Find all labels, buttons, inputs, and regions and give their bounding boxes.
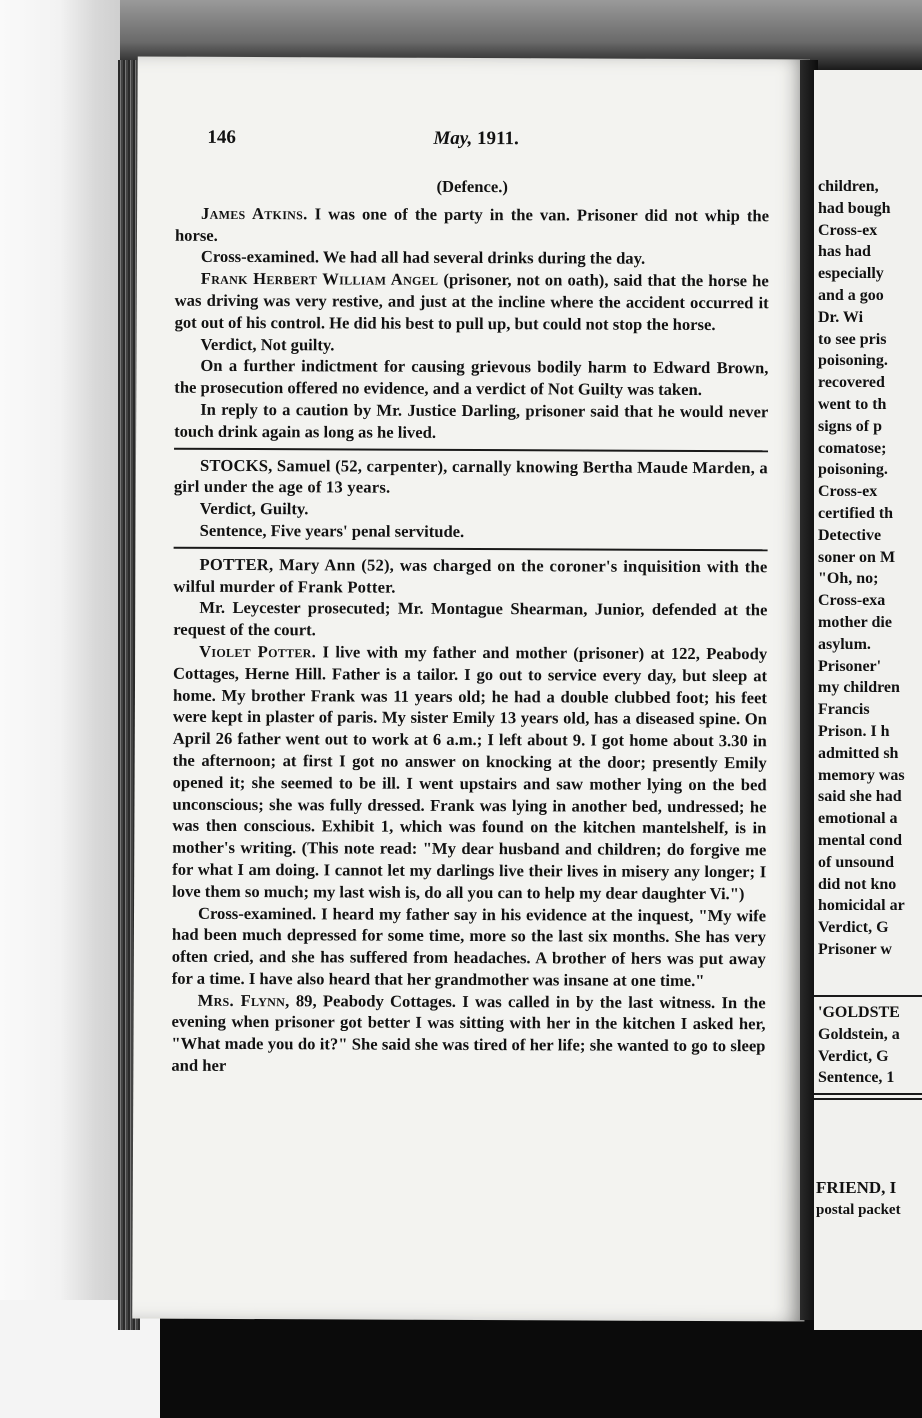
running-title-month: May, xyxy=(433,127,473,150)
right-book-page-fragment xyxy=(814,70,922,1330)
left-book-page xyxy=(132,57,810,1322)
right-page-line: Prison. I h xyxy=(818,722,890,740)
paragraph-caution: In reply to a caution by Mr. Justice Darling, prisoner said that he would never touch drink again as long as he lived. xyxy=(174,399,769,442)
witness-name: James Atkins. xyxy=(201,203,308,224)
right-page-line: children, xyxy=(818,178,879,195)
right-page-line: Prisoner w xyxy=(818,940,892,958)
right-page-line: mental cond xyxy=(818,831,902,849)
paragraph-counsel: Mr. Leycester prosecuted; Mr. Montague Shearman, Junior, defended at the request of the court. xyxy=(173,598,768,640)
right-page-line: Verdict, G xyxy=(818,1047,889,1065)
right-page-line: certified th xyxy=(818,504,894,522)
prisoner-name: Frank Herbert William Angel xyxy=(200,269,439,290)
paragraph-mrs-flynn xyxy=(171,989,765,1079)
running-title xyxy=(433,128,518,150)
right-page-line: especially xyxy=(818,265,884,283)
defence-heading: (Defence.) xyxy=(436,176,508,197)
right-page-line: went to th xyxy=(818,395,887,413)
right-page-line: to see pris xyxy=(818,330,887,348)
right-page-divider xyxy=(814,995,922,997)
scan-background-left xyxy=(0,0,120,1418)
right-page-line: admitted sh xyxy=(818,744,899,762)
right-page-line: Prisoner' xyxy=(818,657,882,675)
paragraph-sentence: Sentence, Five years' penal servitude. xyxy=(199,520,465,541)
right-page-line: "Oh, no; xyxy=(818,570,879,588)
paragraph-potter-case: POTTER, Mary Ann (52), was charged on the coroner's inquisition with the wilful murder of Frank Potter. xyxy=(173,554,768,597)
right-page-line: did not kno xyxy=(818,875,897,893)
paragraph-text: (prisoner, not on oath), said that the horse he was driving was very restive, and just at the incline where the accident occurred it got out of his control. He did his best to pull up, but could not stop the horse. xyxy=(174,270,769,334)
right-page-text-column-lower xyxy=(818,1002,900,1089)
paragraph-cross-examined-1: Cross-examined. We had all had several drinks during the day. xyxy=(200,247,646,269)
paragraph-text: 89, Peabody Cottages. I was called in by the last witness. In the evening when prisoner got better I was sitting with her in the kitchen I asked her, "What made you do it?" She said she was tired of her life; she wanted to go to sleep and her xyxy=(171,990,766,1076)
right-page-friend-heading: FRIEND, I xyxy=(816,1178,897,1197)
right-page-line: 'GOLDSTE xyxy=(818,1004,900,1021)
right-page-line: mother die xyxy=(818,613,892,631)
running-title-year: 1911. xyxy=(476,128,519,150)
right-page-line: Cross-ex xyxy=(818,221,878,239)
right-page-line: memory was xyxy=(818,766,905,784)
paragraph-stocks-case: STOCKS, Samuel (52, carpenter), carnally knowing Bertha Maude Marden, a girl under the age of 13 years. xyxy=(173,455,769,498)
page-number: 146 xyxy=(207,126,236,148)
paragraph-violet-potter xyxy=(172,641,767,905)
right-page-postal-line: postal packet xyxy=(816,1202,901,1218)
right-page-line: Goldstein, a xyxy=(818,1025,900,1043)
right-page-line: signs of p xyxy=(818,417,883,435)
witness-name: Violet Potter. xyxy=(199,641,317,662)
right-page-line: asylum. xyxy=(818,635,871,653)
right-page-line: poisoning. xyxy=(818,352,888,370)
paragraph-verdict-2: Verdict, Guilty. xyxy=(199,498,309,519)
section-divider xyxy=(174,447,768,452)
right-page-line: and a goo xyxy=(818,286,884,304)
page-body xyxy=(171,175,769,1079)
right-page-divider xyxy=(814,1098,922,1100)
witness-name: Mrs. Flynn, xyxy=(197,990,290,1010)
right-page-line: recovered xyxy=(818,374,885,392)
right-page-text-column xyxy=(818,176,905,961)
paragraph-further-indictment: On a further indictment for causing grievous bodily harm to Edward Brown, the prosecution offered no evidence, and a verdict of Not Guilty was taken. xyxy=(174,356,769,400)
right-page-line: soner on M xyxy=(818,548,896,566)
right-page-line: Sentence, 1 xyxy=(818,1069,895,1087)
page-header xyxy=(207,127,767,159)
right-page-line: comatose; xyxy=(818,439,887,457)
right-page-line: emotional a xyxy=(818,810,898,828)
right-page-line: has had xyxy=(818,243,871,261)
right-page-line: of unsound xyxy=(818,853,895,871)
right-page-line: homicidal ar xyxy=(818,897,905,915)
right-page-divider xyxy=(814,1093,922,1095)
paragraph-verdict-1: Verdict, Not guilty. xyxy=(200,334,335,354)
right-page-line: Cross-ex xyxy=(818,483,878,501)
right-page-line: had bough xyxy=(818,199,891,217)
right-page-line: my children xyxy=(818,679,900,697)
paragraph-angel xyxy=(175,268,769,336)
section-divider xyxy=(174,546,768,551)
right-page-line: said she had xyxy=(818,788,902,806)
right-page-line: Dr. Wi xyxy=(818,308,864,326)
paragraph-atkins xyxy=(175,203,769,249)
right-page-line: Verdict, G xyxy=(818,919,889,937)
right-page-line: Francis xyxy=(818,701,870,719)
paragraph-text: I was one of the party in the van. Prisoner did not whip the horse. xyxy=(174,204,770,245)
right-page-line: Detective xyxy=(818,526,882,544)
paragraph-text: I live with my father and mother (prisoner) at 122, Peabody Cottages, Herne Hill. Father is a tailor. I go out to service every day, but sleep at home. My brother Frank was 11 years old; he had a double clubbed foot; his feet were kept in plaster of paris. My sister Emily 13 years old, has a diseased spine. On April 26 father went out to work at 6 a.m.; I left about 9. I got home about 3.30 in the afternoon; at first I got no answer on knocking at the door; presently Emily opened it; she seemed to be ill. I went upstairs and saw mother lying on the bed unconscious; she was fully dressed. Frank was lying in another bed, undressed; he was then conscious. Exhibit 1, which was found on the kitchen mantelshelf, is in mother's writing. (This note read: "My dear husband and children; do forgive me for what I am doing. I cannot let my darlings live their lives in misery any longer; I love them so much; my last wish is, do all you can to help my dear daughter Vi.") xyxy=(172,642,768,903)
right-page-line: Cross-exa xyxy=(818,592,886,610)
right-page-line: poisoning. xyxy=(818,461,888,479)
paragraph-cross-examined-2: Cross-examined. I heard my father say in his evidence at the inquest, "My wife had been much depressed for some time, more so the last six months. She has very often cried, and she has suffered from headaches. A brother of hers was put away for a time. I have also heard that her grandmother was insane at one time." xyxy=(171,903,767,990)
